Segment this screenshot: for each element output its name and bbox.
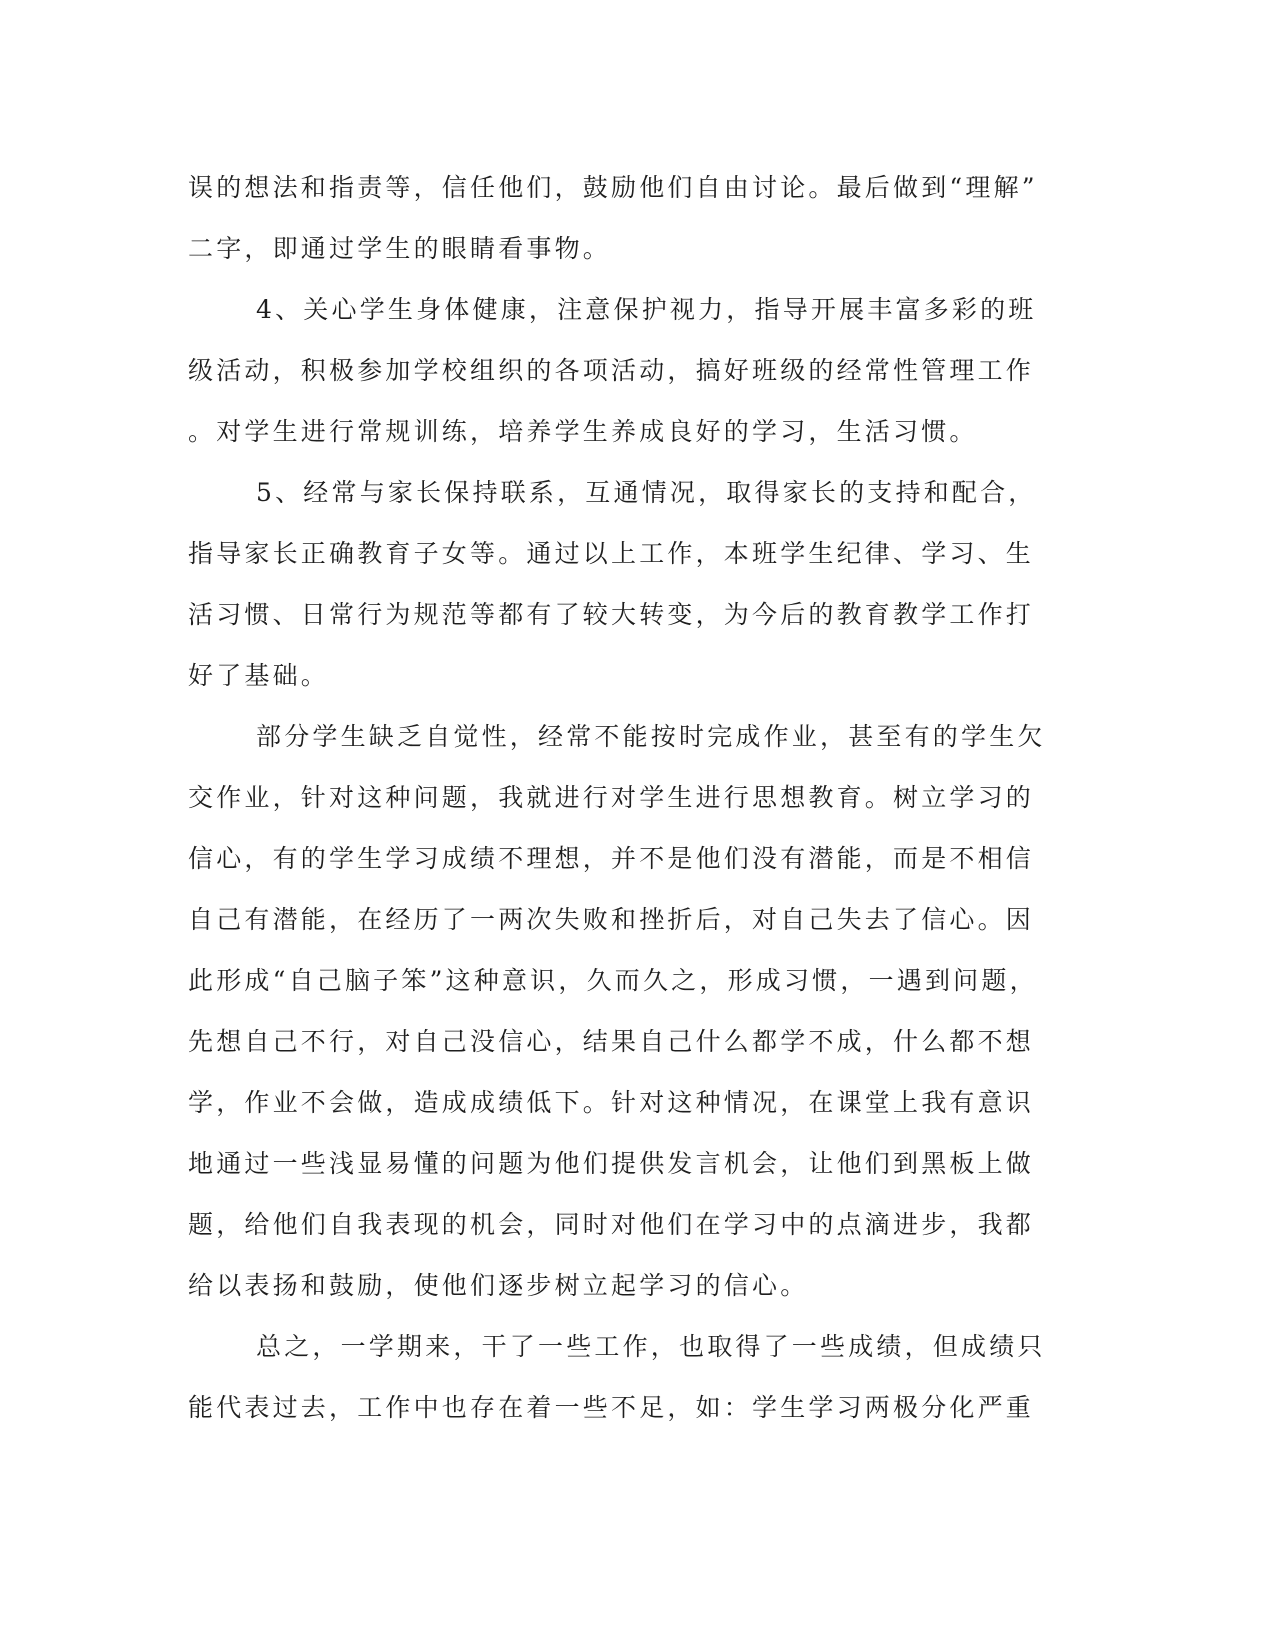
text-line: 4、关心学生身体健康，注意保护视力，指导开展丰富多彩的班 [256, 295, 1037, 324]
text-line: 能代表过去，工作中也存在着一些不足，如：学生学习两极分化严重 [188, 1393, 1035, 1422]
text-line: 地通过一些浅显易懂的问题为他们提供发言机会，让他们到黑板上做 [188, 1149, 1035, 1178]
text-line: 活习惯、日常行为规范等都有了较大转变，为今后的教育教学工作打 [188, 600, 1035, 629]
text-line: 误的想法和指责等，信任他们，鼓励他们自由讨论。最后做到“理解” [188, 173, 1038, 202]
text-line: 部分学生缺乏自觉性，经常不能按时完成作业，甚至有的学生欠 [256, 722, 1046, 751]
text-line: 自己有潜能，在经历了一两次失败和挫折后，对自己失去了信心。因 [188, 905, 1035, 934]
text-line: 5、经常与家长保持联系，互通情况，取得家长的支持和配合， [256, 478, 1037, 507]
text-line: 总之，一学期来，干了一些工作，也取得了一些成绩，但成绩只 [256, 1332, 1046, 1361]
text-line: 给以表扬和鼓励，使他们逐步树立起学习的信心。 [188, 1271, 809, 1300]
document-body [188, 157, 1068, 1438]
text-line: 。对学生进行常规训练，培养学生养成良好的学习，生活习惯。 [188, 417, 978, 446]
text-line: 交作业，针对这种问题，我就进行对学生进行思想教育。树立学习的 [188, 783, 1035, 812]
text-line: 此形成“自己脑子笨”这种意识，久而久之，形成习惯，一遇到问题， [188, 966, 1038, 995]
text-line: 信心，有的学生学习成绩不理想，并不是他们没有潜能，而是不相信 [188, 844, 1035, 873]
text-line: 先想自己不行，对自己没信心，结果自己什么都学不成，什么都不想 [188, 1027, 1035, 1056]
text-line: 级活动，积极参加学校组织的各项活动，搞好班级的经常性管理工作 [188, 356, 1035, 385]
text-line: 好了基础。 [188, 661, 330, 690]
text-line: 指导家长正确教育子女等。通过以上工作，本班学生纪律、学习、生 [188, 539, 1035, 568]
text-line: 题，给他们自我表现的机会，同时对他们在学习中的点滴进步，我都 [188, 1210, 1035, 1239]
text-line: 学，作业不会做，造成成绩低下。针对这种情况，在课堂上我有意识 [188, 1088, 1035, 1117]
text-line: 二字，即通过学生的眼睛看事物。 [188, 234, 612, 263]
